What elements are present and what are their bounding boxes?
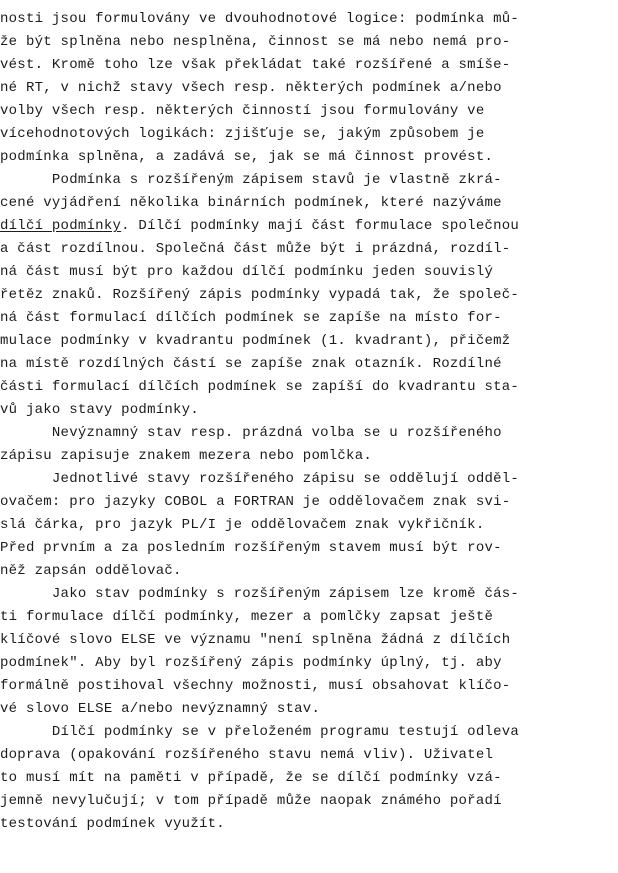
text-line: testování podmínek využít. [0, 816, 225, 832]
text-line: Jednotlivé stavy rozšířeného zápisu se oddělují odděl- [0, 471, 520, 487]
text-line: Před prvním a za posledním rozšířeným stavem musí být rov- [0, 540, 502, 556]
text-line: jemně nevylučují; v tom případě může naopak známého pořadí [0, 793, 502, 809]
text-line: ti formulace dílčí podmínky, mezer a pomlčky zapsat ještě [0, 609, 494, 625]
text-line: Jako stav podmínky s rozšířeným zápisem lze kromě čás- [0, 586, 520, 602]
underlined-term: dílčí podmínky [0, 218, 122, 234]
text-line: na místě rozdílných částí se zapíše znak otazník. Rozdílné [0, 356, 502, 372]
text-line: části formulací dílčích podmínek se zapíší do kvadrantu sta- [0, 379, 520, 395]
text-line: ná část musí být pro každou dílčí podmínku jeden souvislý [0, 264, 494, 280]
text-line: Dílčí podmínky se v přeloženém programu testují odleva [0, 724, 520, 740]
text-span: . Dílčí podmínky mají část formulace společnou [121, 218, 520, 234]
text-line: že být splněna nebo nesplněna, činnost se má nebo nemá pro- [0, 34, 511, 50]
text-line: podmínka splněna, a zadává se, jak se má činnost provést. [0, 149, 494, 165]
text-line: volby všech resp. některých činností jsou formulovány ve [0, 103, 485, 119]
text-line: Nevýznamný stav resp. prázdná volba se u rozšířeného [0, 425, 502, 441]
text-line: to musí mít na paměti v případě, že se dílčí podmínky vzá- [0, 770, 502, 786]
text-line: ovačem: pro jazyky COBOL a FORTRAN je oddělovačem znak svi- [0, 494, 511, 510]
text-line: cené vyjádření několika binárních podmínek, které nazýváme [0, 195, 502, 211]
text-line: a část rozdílnou. Společná část může být i prázdná, rozdíl- [0, 241, 511, 257]
text-line: nosti jsou formulovány ve dvouhodnotové logice: podmínka mů- [0, 11, 520, 27]
text-line: klíčové slovo ELSE ve významu "není splněna žádná z dílčích [0, 632, 511, 648]
text-line: doprava (opakování rozšířeného stavu nemá vliv). Uživatel [0, 747, 494, 763]
text-line: né RT, v nichž stavy všech resp. některých podmínek a/nebo [0, 80, 502, 96]
text-line: vé slovo ELSE a/nebo nevýznamný stav. [0, 701, 321, 717]
text-line: formálně postihoval všechny možnosti, musí obsahovat klíčo- [0, 678, 511, 694]
text-line: ná část formulací dílčích podmínek se zapíše na místo for- [0, 310, 502, 326]
text-line: řetěz znaků. Rozšířený zápis podmínky vypadá tak, že společ- [0, 287, 520, 303]
text-line: vícehodnotových logikách: zjišťuje se, jakým způsobem je [0, 126, 485, 142]
text-line: vů jako stavy podmínky. [0, 402, 199, 418]
text-line: zápisu zapisuje znakem mezera nebo pomlčka. [0, 448, 373, 464]
text-line: slá čárka, pro jazyk PL/I je oddělovačem znak vykřičník. [0, 517, 485, 533]
text-line: Podmínka s rozšířeným zápisem stavů je vlastně zkrá- [0, 172, 502, 188]
text-line [0, 215, 618, 238]
text-line: mulace podmínky v kvadrantu podmínek (1. kvadrant), přičemž [0, 333, 511, 349]
text-line: podmínek". Aby byl rozšířený zápis podmínky úplný, tj. aby [0, 655, 502, 671]
text-line: něž zapsán oddělovač. [0, 563, 182, 579]
text-line: vést. Kromě toho lze však překládat také rozšířené a smíše- [0, 57, 511, 73]
